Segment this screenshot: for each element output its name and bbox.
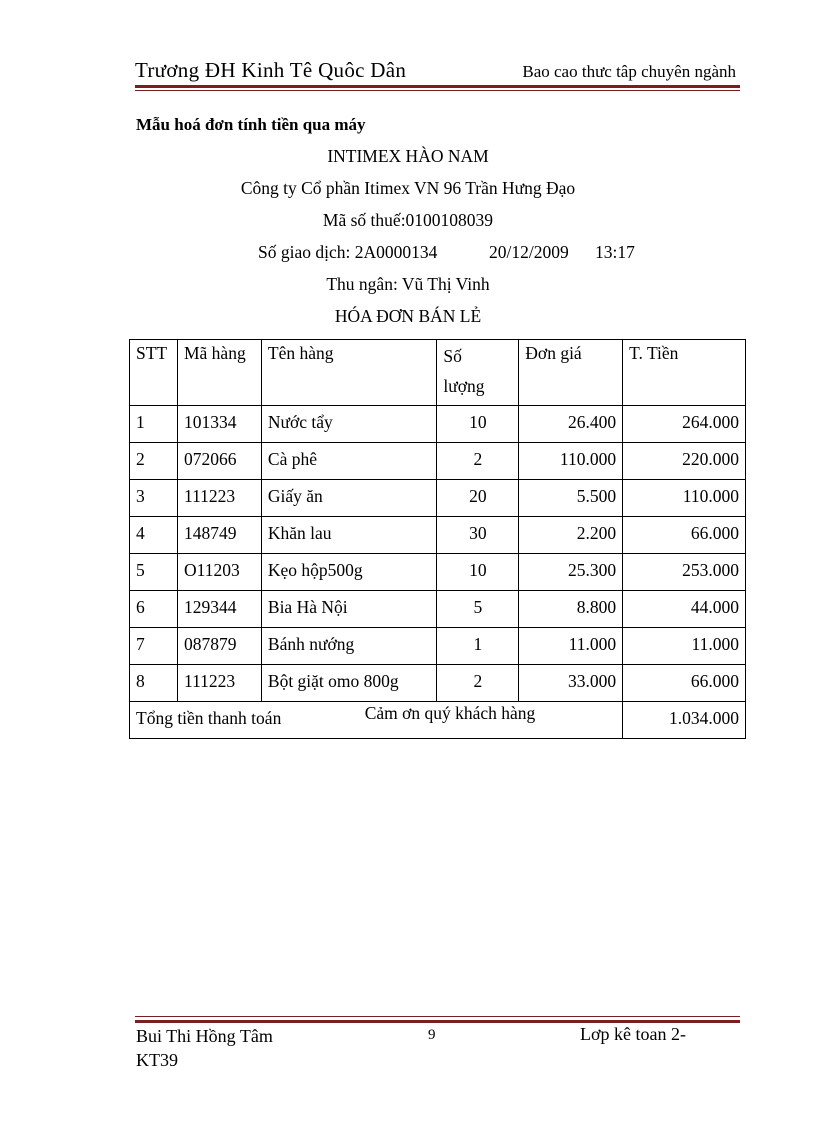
store-name: INTIMEX HÀO NAM [327,146,489,166]
cell-name: Bột giặt omo 800g [261,665,437,702]
cell-stt: 4 [130,517,178,554]
section-title: Mẫu hoá đơn tính tiền qua máy [136,115,366,134]
col-qty-line1: Số [443,346,462,366]
cell-amount: 66.000 [623,517,746,554]
cell-amount: 253.000 [623,554,746,591]
footer-divider-thin [135,1016,740,1017]
cell-qty: 20 [437,480,519,517]
cell-amount: 110.000 [623,480,746,517]
col-price: Đơn giá [519,340,623,406]
cell-code: 101334 [177,406,261,443]
receipt-title: HÓA ĐƠN BÁN LẺ [334,306,482,326]
cell-amount: 264.000 [623,406,746,443]
cell-price: 26.400 [519,406,623,443]
cell-stt: 1 [130,406,178,443]
cell-stt: 2 [130,443,178,480]
col-qty [437,340,519,406]
cell-code: 072066 [177,443,261,480]
footer-author [136,1024,273,1072]
total-value: 1.034.000 [623,702,746,739]
cell-code: 111223 [177,665,261,702]
cell-name: Cà phê [261,443,437,480]
cell-qty: 2 [437,443,519,480]
cell-price: 110.000 [519,443,623,480]
cell-price: 33.000 [519,665,623,702]
cashier: Thu ngân: Vũ Thị Vinh [326,274,490,294]
col-stt: STT [130,340,178,406]
page-number: 9 [428,1027,436,1043]
table-row [130,628,746,665]
cell-code: 087879 [177,628,261,665]
cell-qty: 1 [437,628,519,665]
cell-amount: 11.000 [623,628,746,665]
cell-amount: 220.000 [623,443,746,480]
company-name: Công ty Cổ phần Itimex VN 96 Trần Hưng Đạo [240,178,576,198]
page-header [135,58,740,94]
header-report-title: Bao cao thưc tâp chuyên ngành [522,62,736,81]
tax-code: Mã số thuế:0100108039 [322,210,494,230]
cell-qty: 5 [437,591,519,628]
cell-amount: 66.000 [623,665,746,702]
table-row [130,480,746,517]
cell-name: Giấy ăn [261,480,437,517]
header-university: Trương ĐH Kinh Tê Quôc Dân [135,58,407,82]
col-code: Mã hàng [177,340,261,406]
cell-price: 2.200 [519,517,623,554]
cell-qty: 10 [437,406,519,443]
table-row [130,591,746,628]
cell-stt: 6 [130,591,178,628]
receipt-table [129,339,746,739]
cell-code: 148749 [177,517,261,554]
table-row [130,443,746,480]
cell-qty: 2 [437,665,519,702]
cell-price: 25.300 [519,554,623,591]
cell-stt: 3 [130,480,178,517]
footer-author-class: KT39 [136,1050,178,1070]
cell-qty: 30 [437,517,519,554]
table-row [130,517,746,554]
cell-price: 11.000 [519,628,623,665]
cell-name: Nước tẩy [261,406,437,443]
cell-qty: 10 [437,554,519,591]
cell-name: Kẹo hộp500g [261,554,437,591]
col-name: Tên hàng [261,340,437,406]
table-row [130,665,746,702]
cell-code: 111223 [177,480,261,517]
table-row [130,554,746,591]
total-label: Tổng tiền thanh toán [130,702,623,739]
transaction-time: 13:17 [595,242,635,262]
footer-class: Lơp kê toan 2- [580,1024,686,1044]
cell-stt: 5 [130,554,178,591]
cell-price: 8.800 [519,591,623,628]
header-divider-thin [135,90,740,91]
thank-you-note: Cảm ơn quý khách hàng [364,703,536,723]
transaction-date: 20/12/2009 [489,242,569,262]
col-qty-line2: lượng [443,376,485,396]
cell-price: 5.500 [519,480,623,517]
cell-name: Khăn lau [261,517,437,554]
cell-stt: 8 [130,665,178,702]
col-amount: T. Tiền [623,340,746,406]
cell-code: O11203 [177,554,261,591]
footer-divider [135,1020,740,1023]
cell-name: Bánh nướng [261,628,437,665]
cell-amount: 44.000 [623,591,746,628]
header-divider [135,85,740,88]
footer-author-name: Bui Thi Hồng Tâm [136,1026,273,1046]
cell-name: Bia Hà Nội [261,591,437,628]
cell-code: 129344 [177,591,261,628]
table-row [130,406,746,443]
table-header-row [130,340,746,406]
transaction-number: Số giao dịch: 2A0000134 [258,242,438,262]
cell-stt: 7 [130,628,178,665]
